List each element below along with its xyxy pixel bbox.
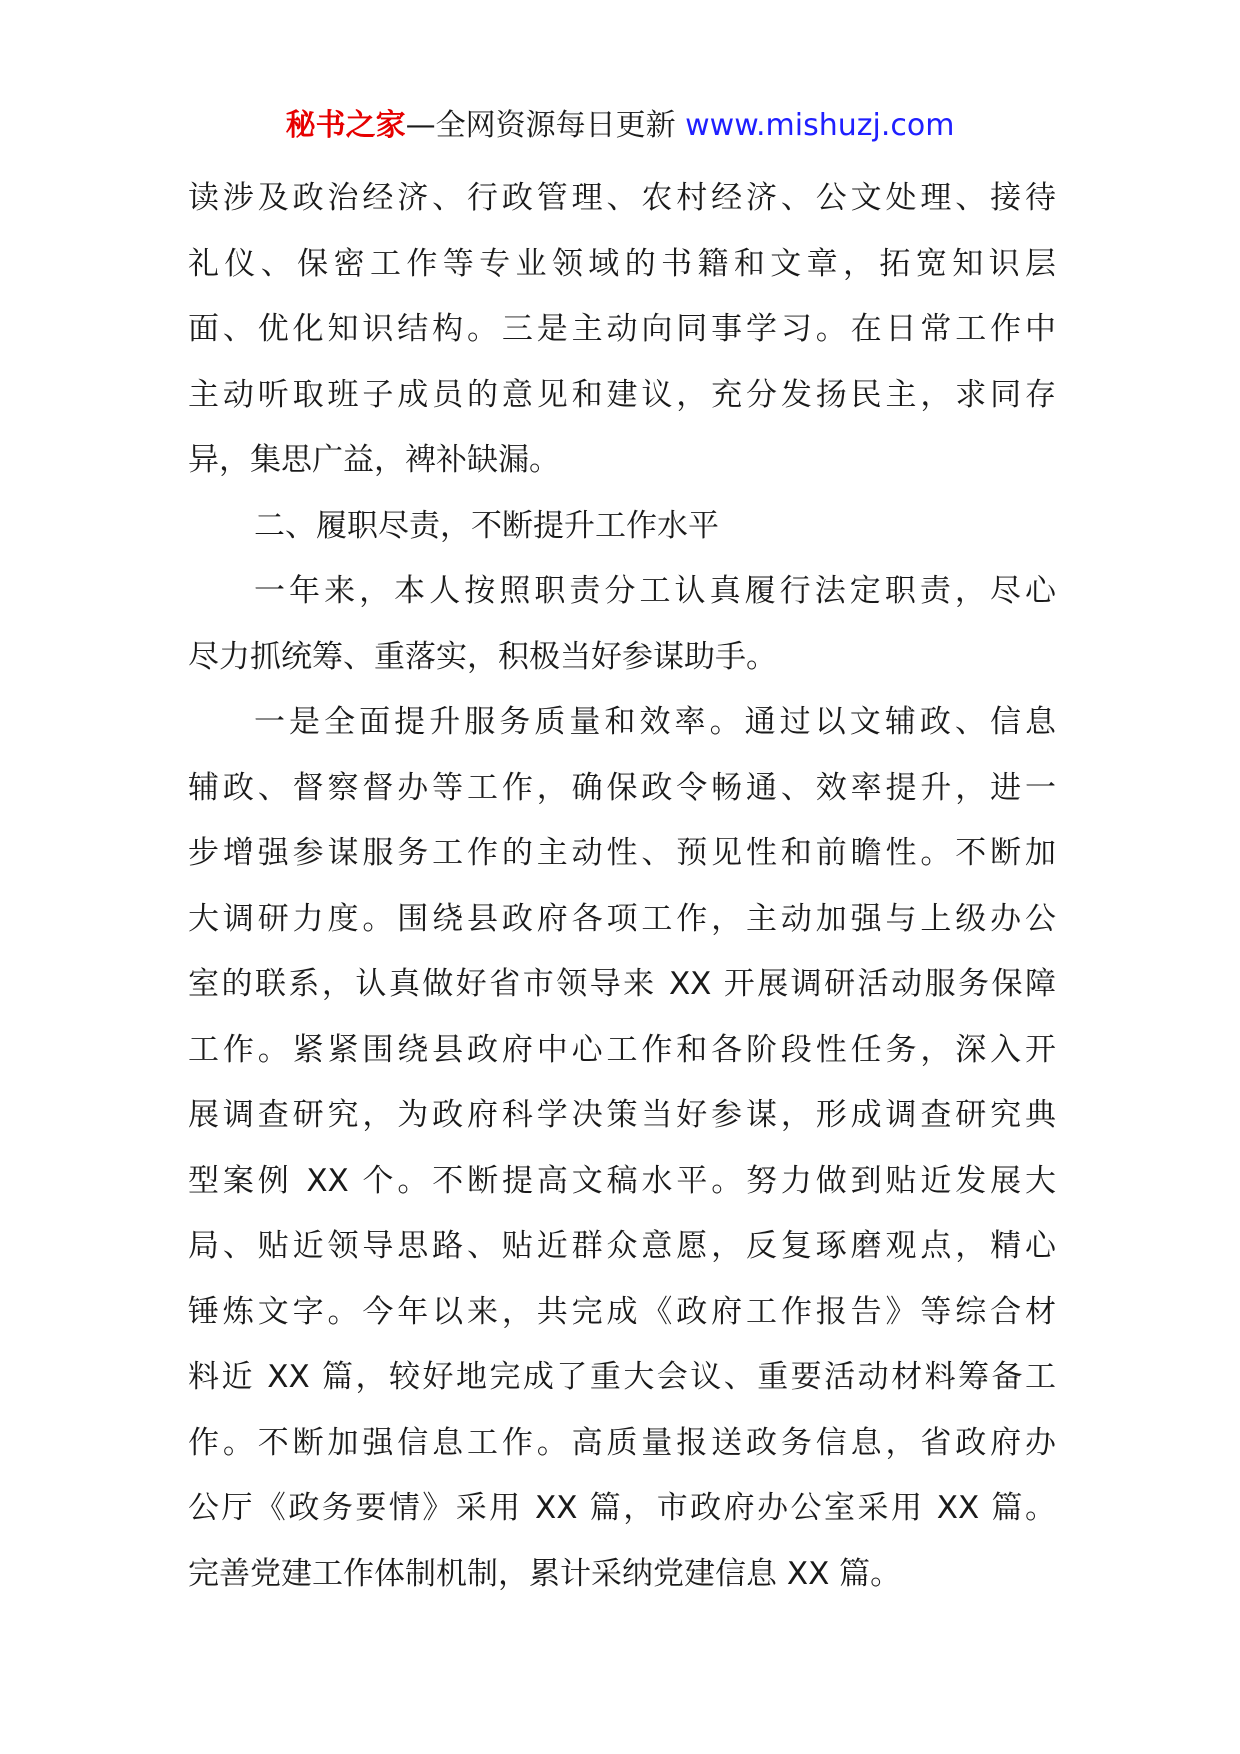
text-line: 料近 XX 篇，较好地完成了重大会议、重要活动材料筹备工 (188, 1359, 1056, 1395)
text-line: 室的联系，认真做好省市领导来 XX 开展调研活动服务保障 (188, 966, 1056, 1002)
brand-name: 秘书之家 (285, 108, 406, 143)
text-line: 工作。紧紧围绕县政府中心工作和各阶段性任务，深入开 (188, 1031, 1056, 1068)
text-line: 主动听取班子成员的意见和建议，充分发扬民主，求同存 (188, 376, 1056, 413)
text-line: 读涉及政治经济、行政管理、农村经济、公文处理、接待 (188, 180, 1056, 216)
text-line: 一是全面提升服务质量和效率。通过以文辅政、信息 (254, 704, 1056, 740)
section-heading: 二、履职尽责，不断提升工作水平 (254, 507, 719, 544)
text-line: 礼仪、保密工作等专业领域的书籍和文章，拓宽知识层 (188, 245, 1056, 282)
document-body (188, 166, 1056, 1607)
text-line: 型案例 XX 个。不断提高文稿水平。努力做到贴近发展大 (188, 1162, 1056, 1199)
header-tagline: —全网资源每日更新 (405, 108, 676, 143)
site-url-link[interactable]: www.mishuzj.com (685, 108, 955, 143)
text-line: 尽力抓统筹、重落实，积极当好参谋助手。 (188, 638, 777, 675)
text-line: 完善党建工作体制机制，累计采纳党建信息 XX 篇。 (188, 1555, 902, 1592)
text-line: 展调查研究，为政府科学决策当好参谋，形成调查研究典 (188, 1097, 1056, 1133)
text-line: 作。不断加强信息工作。高质量报送政务信息，省政府办 (188, 1424, 1056, 1461)
text-line: 面、优化知识结构。三是主动向同事学习。在日常工作中 (188, 311, 1056, 347)
text-line: 大调研力度。围绕县政府各项工作，主动加强与上级办公 (188, 900, 1056, 937)
text-line: 异，集思广益，裨补缺漏。 (188, 442, 560, 478)
text-line: 公厅《政务要情》采用 XX 篇，市政府办公室采用 XX 篇。 (188, 1490, 1056, 1526)
site-header (0, 104, 1240, 148)
text-line: 一年来，本人按照职责分工认真履行法定职责，尽心 (254, 573, 1056, 609)
text-line: 局、贴近领导思路、贴近群众意愿，反复琢磨观点，精心 (188, 1228, 1056, 1264)
text-line: 辅政、督察督办等工作，确保政令畅通、效率提升，进一 (188, 769, 1056, 806)
text-line: 锤炼文字。今年以来，共完成《政府工作报告》等综合材 (188, 1293, 1056, 1330)
text-line: 步增强参谋服务工作的主动性、预见性和前瞻性。不断加 (188, 835, 1056, 871)
